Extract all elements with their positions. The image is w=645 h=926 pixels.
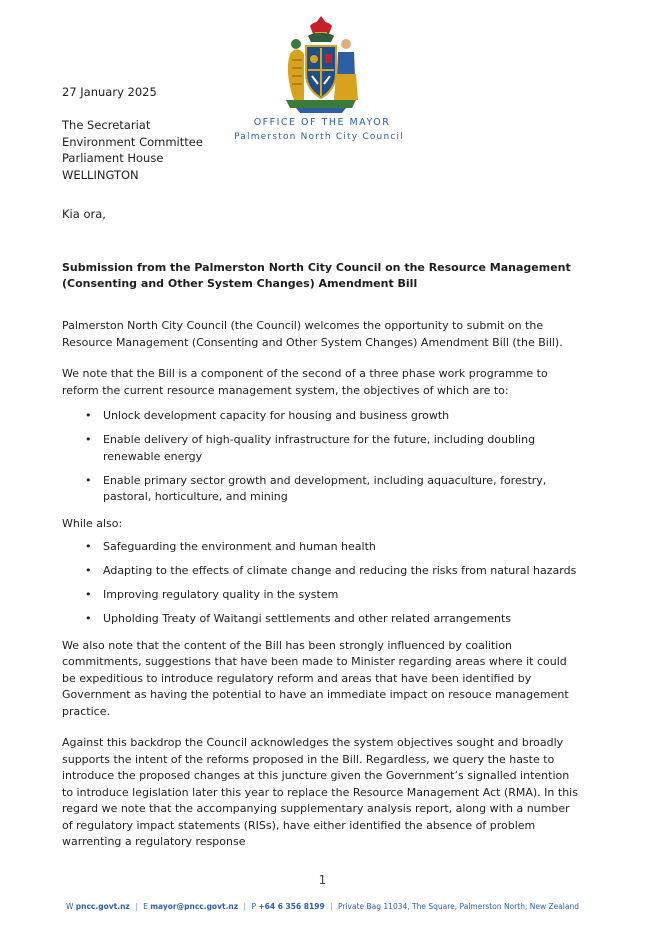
paragraph: We note that the Bill is a component of the second of a three phase work programme to reform the current resource management system, the objectives of which are to:: [62, 367, 548, 397]
office-subtitle: Palmerston North City Council: [234, 132, 404, 142]
city-coat-of-arms-icon: [282, 14, 360, 114]
paragraph: Palmerston North City Council (the Council) welcomes the opportunity to submit on the Resource Management (Consenting and Other System Changes) Amendment Bill (the Bill).: [62, 319, 563, 349]
address-line: WELLINGTON: [62, 167, 139, 182]
paragraph: Against this backdrop the Council acknowledges the system objectives sought and broadly supports the intent of the reforms proposed in the Bill. Regardless, we query the haste to introduce the proposed changes at this juncture given the Government’s signalled intention to introduce legislation later this year to replace the Resource Management Act (RMA). In this regard we note that the accompanying supplementary analysis report, along with a number of regulatory impact statements (RISs), have either identified the absence of problem warrenting a regulatory response: [62, 736, 578, 848]
objectives-list: [62, 408, 582, 506]
office-title: OFFICE OF THE MAYOR: [253, 117, 391, 128]
footer-email-link[interactable]: mayor@pncc.govt.nz: [150, 902, 239, 911]
footer-web-label: W: [65, 902, 74, 911]
page-number: 1: [318, 873, 327, 887]
footer-contact: W pncc.govt.nz | E mayor@pncc.govt.nz | P +64 6 356 8199 | Private Bag 11034, The Square, Palmerston North, New Zealand: [65, 902, 580, 911]
paragraph: We also note that the content of the Bill has been strongly influenced by coalition commitments, suggestions that have been made to Minister regarding areas where it could be expeditious to introduce regulatory reform and areas that have been identified by Government as having the potential to have an immediate impact on resouce management practice.: [62, 638, 569, 718]
footer-phone-label: P: [251, 902, 256, 911]
recipient-address: [62, 117, 203, 183]
list-item: • Unlock development capacity for housing and business growth: [103, 408, 582, 425]
subject-heading: Submission from the Palmerston North City Council on the Resource Management (Consenting and Other System Changes) Amendment Bill: [62, 261, 571, 290]
list-item: • Enable delivery of high-quality infrastructure for the future, including doubling renewable energy: [103, 432, 582, 465]
list-item: • Upholding Treaty of Waitangi settlements and other related arrangements: [103, 611, 582, 628]
footer-address: Private Bag 11034, The Square, Palmerston North, New Zealand: [337, 902, 580, 911]
also-list: [62, 539, 582, 628]
letter-date: 27 January 2025: [62, 85, 157, 99]
address-line: The Secretariat: [62, 118, 151, 132]
list-item: • Safeguarding the environment and human health: [103, 539, 582, 556]
list-item: • Adapting to the effects of climate change and reducing the risks from natural hazards: [103, 563, 582, 580]
letter-body: [62, 318, 582, 866]
address-line: Environment Committee: [62, 134, 203, 149]
paragraph: While also:: [62, 516, 123, 530]
address-line: Parliament House: [62, 151, 164, 165]
list-item: • Enable primary sector growth and development, including aquaculture, forestry, pastoral, horticulture, and mining: [103, 473, 582, 506]
greeting: Kia ora,: [62, 207, 106, 221]
footer-email-label: E: [143, 902, 148, 911]
footer-web-link[interactable]: pncc.govt.nz: [75, 902, 130, 911]
footer-phone[interactable]: +64 6 356 8199: [258, 902, 325, 911]
list-item: • Improving regulatory quality in the system: [103, 587, 582, 604]
